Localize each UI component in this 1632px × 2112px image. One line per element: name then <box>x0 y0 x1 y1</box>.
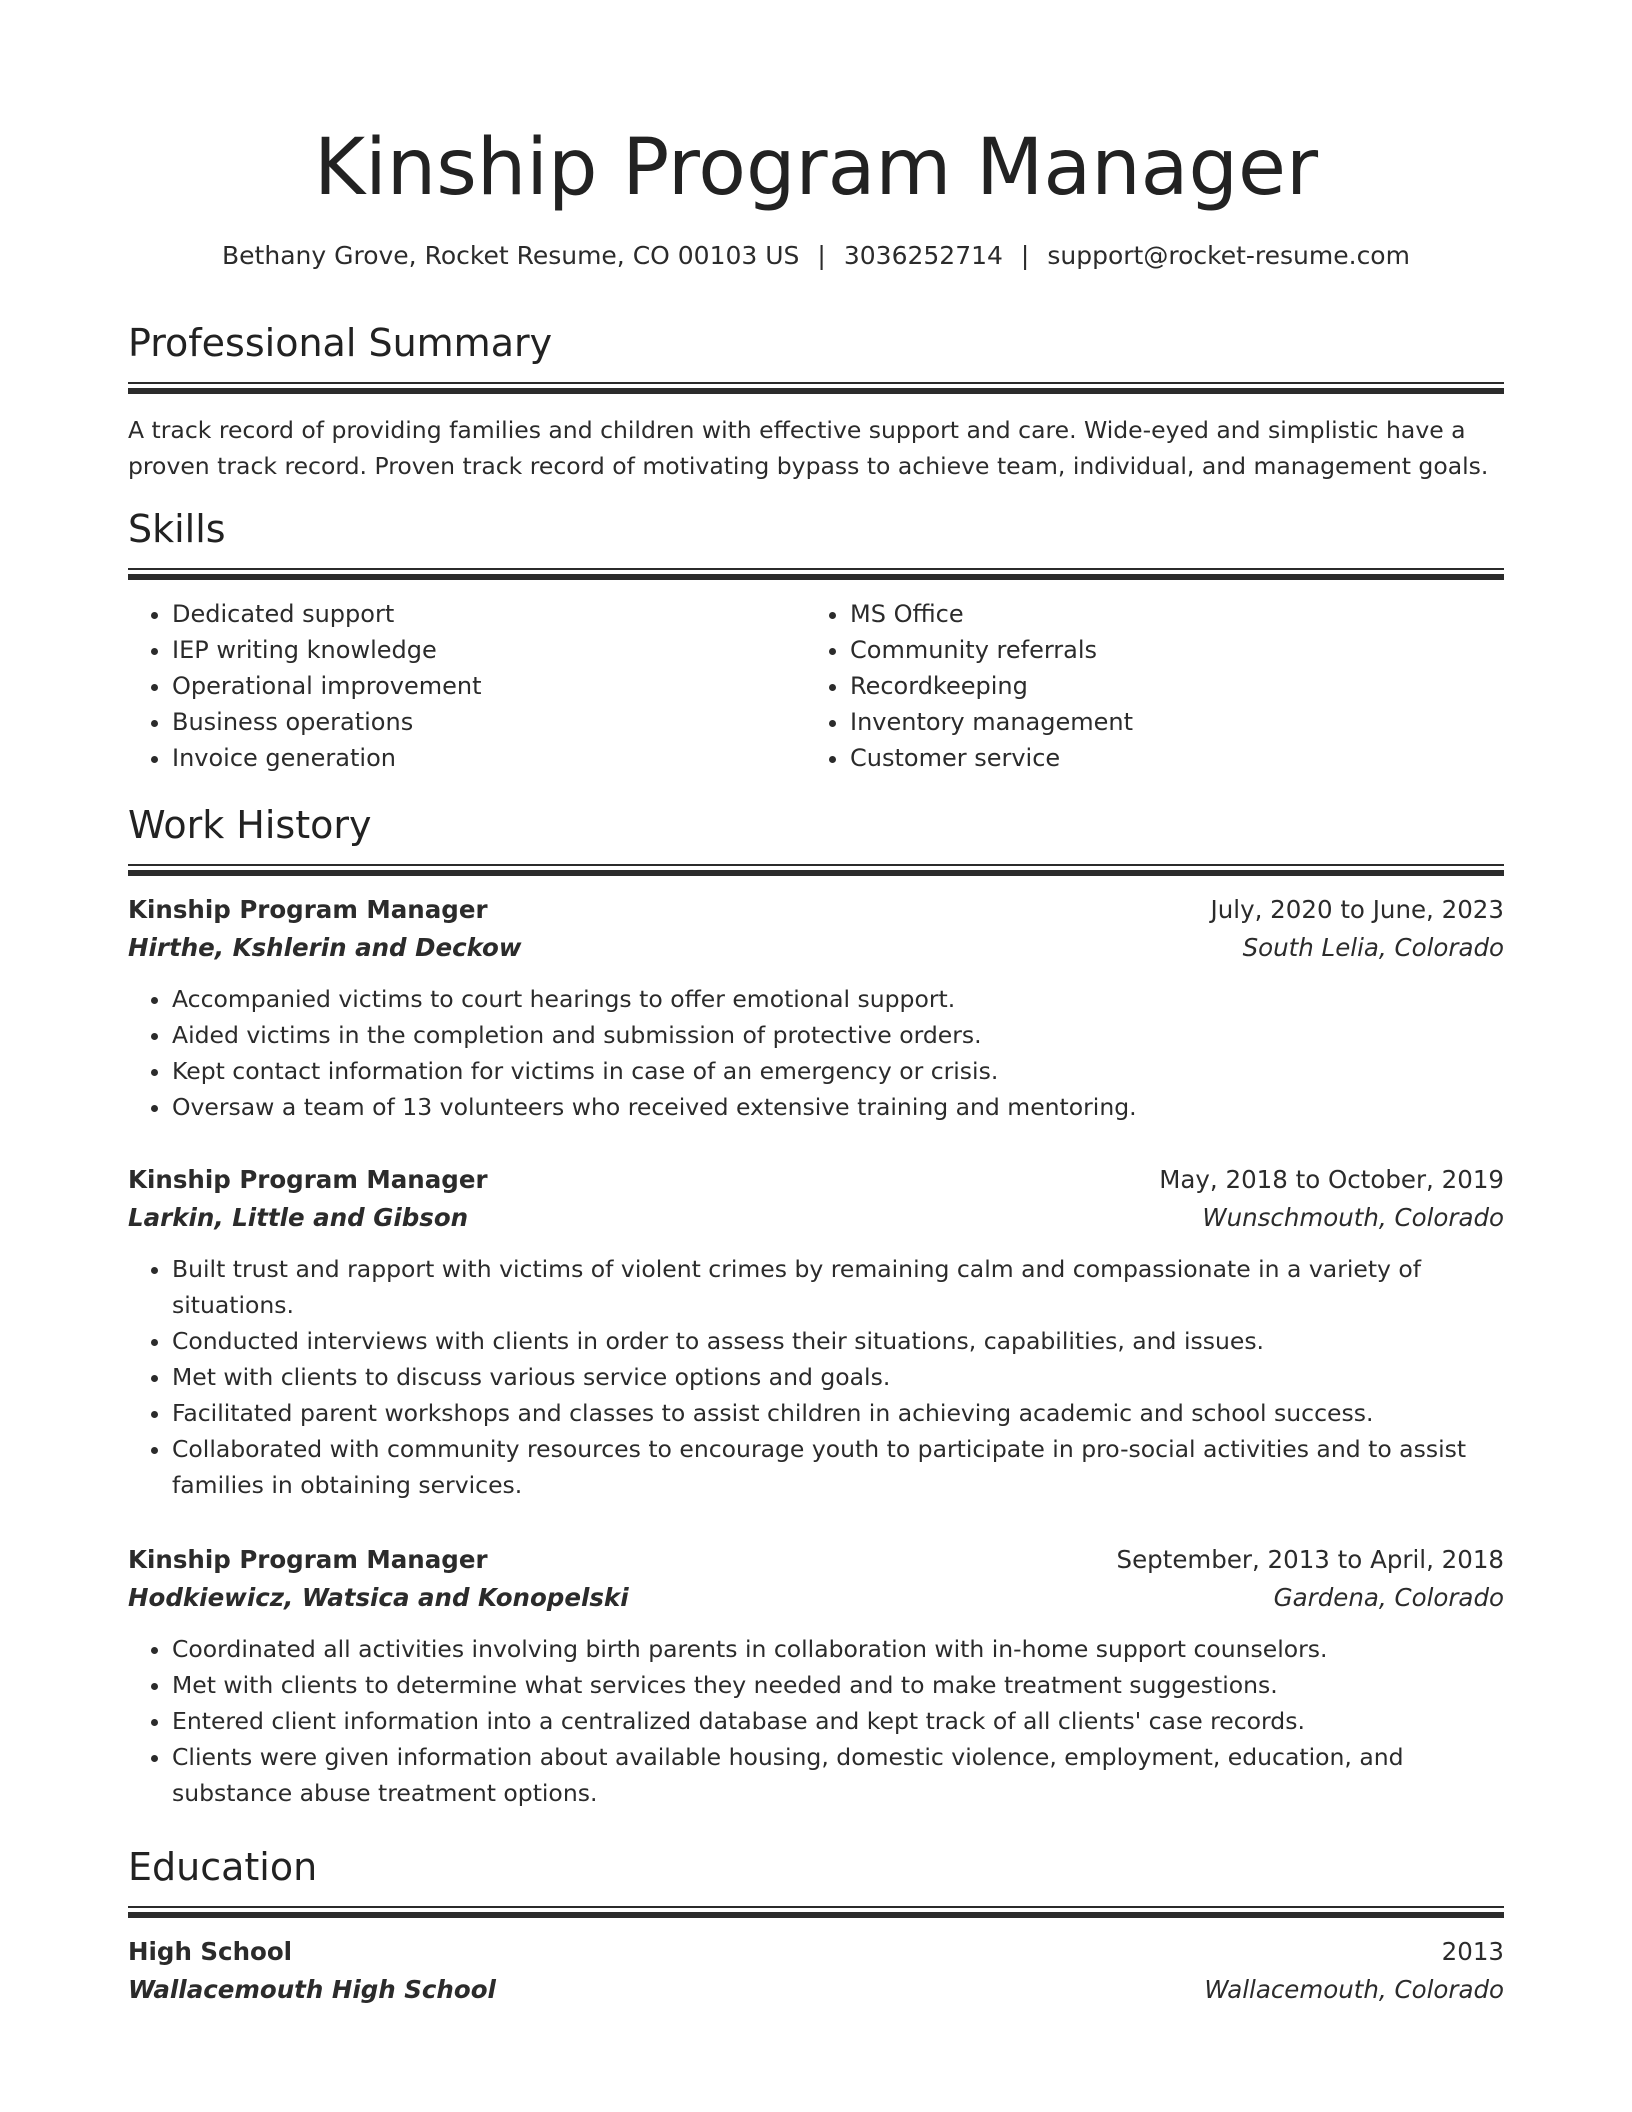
job-dates: September, 2013 to April, 2018 <box>1116 1545 1504 1574</box>
summary-heading: Professional Summary <box>128 321 553 365</box>
job-bullet: • Facilitated parent workshops and classes to assist children in achieving academic and school success. <box>172 1395 1504 1431</box>
job-title: Kinship Program Manager <box>128 1545 488 1574</box>
job-bullet: • Coordinated all activities involving birth parents in collaboration with in-home support counselors. <box>172 1631 1504 1667</box>
section-divider <box>128 568 1504 580</box>
education-degree: High School <box>128 1937 293 1966</box>
skill-item: • Invoice generation <box>172 740 806 776</box>
skill-item: • Customer service <box>850 740 1484 776</box>
job-entry <box>128 1541 1504 1811</box>
job-bullet: • Entered client information into a centralized database and kept track of all clients' case records. <box>172 1703 1504 1739</box>
job-company: Hodkiewicz, Watsica and Konopelski <box>128 1583 629 1612</box>
education-entry <box>128 1933 1504 2009</box>
contact-separator: | <box>1020 241 1030 270</box>
skill-item: • Community referrals <box>850 632 1484 668</box>
job-title: Kinship Program Manager <box>128 895 488 924</box>
job-bullet: • Aided victims in the completion and submission of protective orders. <box>172 1017 1504 1053</box>
section-divider <box>128 382 1504 394</box>
job-bullet: • Kept contact information for victims in case of an emergency or crisis. <box>172 1053 1504 1089</box>
job-bullet: • Met with clients to determine what services they needed and to make treatment suggestions. <box>172 1667 1504 1703</box>
job-entry <box>128 891 1504 1125</box>
job-bullets <box>128 1251 1504 1503</box>
contact-email: support@rocket-resume.com <box>1047 241 1410 270</box>
job-bullets <box>128 1631 1504 1811</box>
work-history-section <box>128 800 1504 876</box>
skills-section <box>128 504 1504 776</box>
contact-separator: | <box>817 241 826 270</box>
education-year: 2013 <box>1441 1937 1504 1966</box>
job-dates: May, 2018 to October, 2019 <box>1159 1165 1504 1194</box>
job-dates: July, 2020 to June, 2023 <box>1210 895 1504 924</box>
skill-item: • Business operations <box>172 704 806 740</box>
skill-item: • Operational improvement <box>172 668 806 704</box>
job-bullet: • Accompanied victims to court hearings to offer emotional support. <box>172 981 1504 1017</box>
skill-item: • Recordkeeping <box>850 668 1484 704</box>
work-history-heading: Work History <box>128 803 372 847</box>
skills-columns <box>128 596 1504 776</box>
summary-text: A track record of providing families and children with effective support and care. Wide-eyed and simplistic have a proven track record. Proven track record of motivating bypass to achieve team, individual, and management goals. <box>128 416 1489 480</box>
resume-name: Kinship Program Manager <box>313 123 1319 213</box>
skills-right-list <box>806 596 1484 776</box>
skill-item: • IEP writing knowledge <box>172 632 806 668</box>
contact-phone: 3036252714 <box>843 241 1003 270</box>
contact-address: Bethany Grove, Rocket Resume, CO 00103 US <box>222 241 800 270</box>
job-bullets <box>128 981 1504 1125</box>
job-bullet: • Collaborated with community resources to encourage youth to participate in pro-social activities and to assist families in obtaining services. <box>172 1431 1504 1503</box>
skill-item: • MS Office <box>850 596 1484 632</box>
education-school: Wallacemouth High School <box>128 1975 496 2004</box>
section-divider <box>128 1906 1504 1918</box>
contact-line <box>128 238 1504 274</box>
job-bullet: • Conducted interviews with clients in order to assess their situations, capabilities, and issues. <box>172 1323 1504 1359</box>
skills-heading: Skills <box>128 507 226 551</box>
job-location: Wunschmouth, Colorado <box>1202 1203 1504 1232</box>
job-company: Hirthe, Kshlerin and Deckow <box>128 933 522 962</box>
job-bullet: • Built trust and rapport with victims of violent crimes by remaining calm and compassionate in a variety of situations. <box>172 1251 1504 1323</box>
education-heading: Education <box>128 1845 318 1889</box>
job-location: Gardena, Colorado <box>1273 1583 1504 1612</box>
job-bullet: • Met with clients to discuss various service options and goals. <box>172 1359 1504 1395</box>
job-bullet: • Oversaw a team of 13 volunteers who received extensive training and mentoring. <box>172 1089 1504 1125</box>
skills-left-list <box>128 596 806 776</box>
skill-item: • Inventory management <box>850 704 1484 740</box>
skill-item: • Dedicated support <box>172 596 806 632</box>
summary-section <box>128 318 1504 484</box>
job-entry <box>128 1161 1504 1503</box>
job-company: Larkin, Little and Gibson <box>128 1203 469 1232</box>
education-location: Wallacemouth, Colorado <box>1204 1975 1504 2004</box>
job-bullet: • Clients were given information about available housing, domestic violence, employment, education, and substance abuse treatment options. <box>172 1739 1504 1811</box>
education-section <box>128 1842 1504 1918</box>
job-title: Kinship Program Manager <box>128 1165 488 1194</box>
section-divider <box>128 864 1504 876</box>
job-location: South Lelia, Colorado <box>1242 933 1504 962</box>
